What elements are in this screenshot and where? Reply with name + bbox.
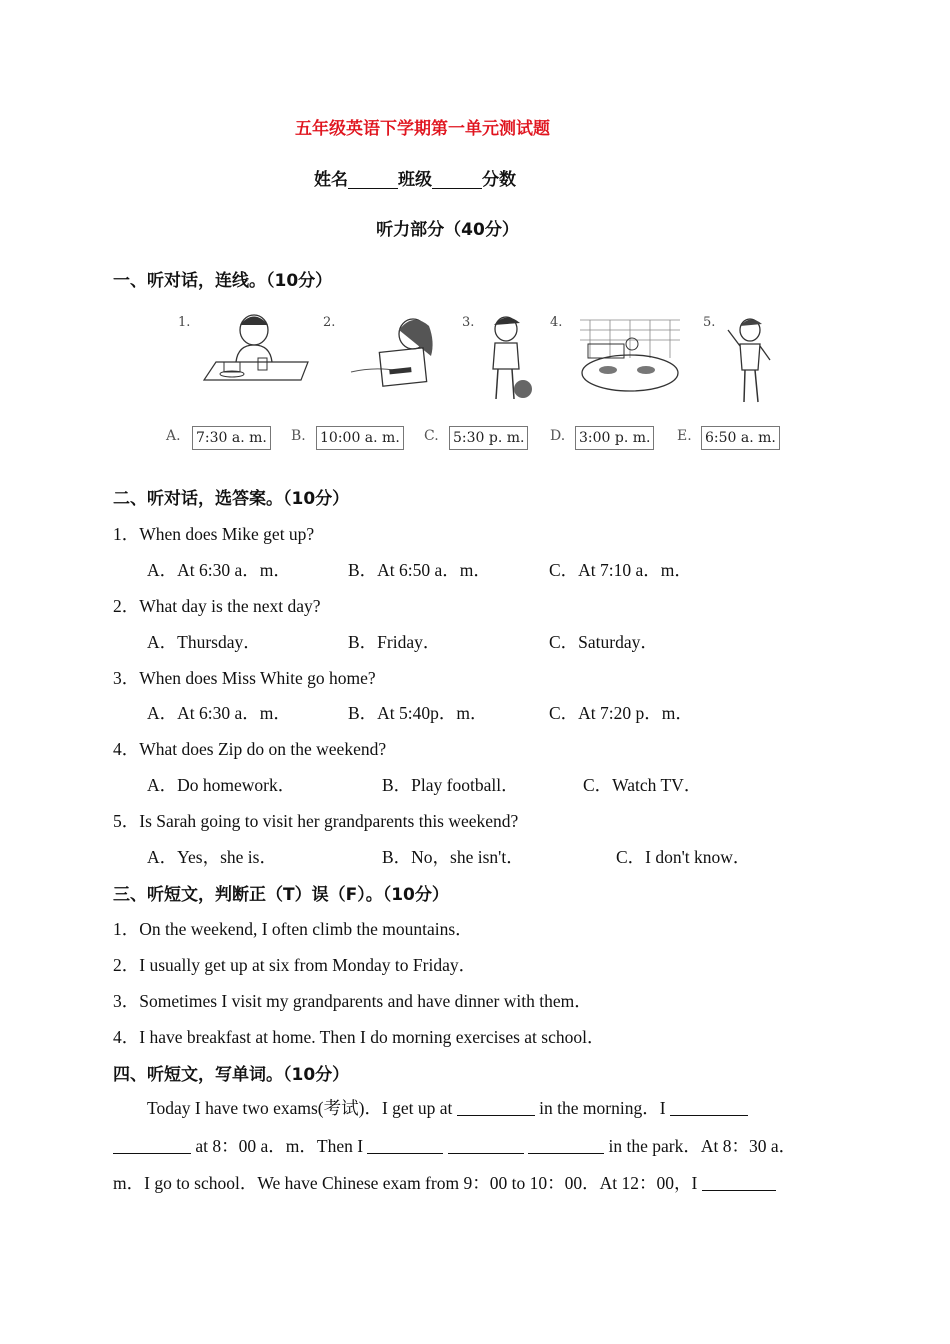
time-box: 3:00 p. m. — [575, 426, 654, 450]
option-b[interactable]: B．Friday． — [348, 632, 441, 652]
time-letter: D. — [550, 428, 566, 444]
answer-blank[interactable] — [670, 1099, 748, 1116]
passage-line-2 — [113, 1133, 796, 1158]
kitchen-dinner-icon — [570, 318, 685, 396]
picture-number: 1. — [178, 315, 191, 330]
question: 1．When does Mike get up? — [113, 524, 315, 544]
option-c[interactable]: C．At 7:10 a．m． — [549, 560, 692, 580]
option-b[interactable]: B．At 6:50 a．m． — [348, 560, 491, 580]
answer-blank[interactable] — [528, 1137, 604, 1154]
name-label: 姓名 — [314, 170, 348, 190]
option-a[interactable]: A．At 6:30 a．m． — [147, 560, 291, 580]
girl-reading-book-icon — [343, 312, 448, 392]
time-letter: E. — [677, 428, 692, 444]
part-heading: 听力部分（40分） — [376, 220, 519, 240]
option-a[interactable]: A．At 6:30 a．m． — [147, 703, 291, 723]
section3-heading: 三、听短文，判断正（T）误（F）。（10分） — [113, 885, 449, 905]
passage-line-3 — [113, 1170, 776, 1195]
option-b[interactable]: B．At 5:40p．m． — [348, 703, 488, 723]
answer-blank[interactable] — [448, 1137, 524, 1154]
question: 4．What does Zip do on the weekend? — [113, 739, 387, 759]
time-letter: C. — [424, 428, 439, 444]
boy-eating-breakfast-icon — [196, 310, 311, 385]
passage-line-1 — [147, 1095, 748, 1120]
passage-text: m．I go to school．We have Chinese exam from 9：00 to 10：00．At 12：00，I — [113, 1173, 698, 1193]
option-c[interactable]: C．Saturday． — [549, 632, 658, 652]
option-c[interactable]: C．Watch TV． — [583, 775, 702, 795]
score-label: 分数 — [482, 170, 516, 190]
option-c[interactable]: C．At 7:20 p．m． — [549, 703, 693, 723]
student-info-line — [0, 165, 830, 190]
picture-number: 4. — [550, 315, 563, 330]
picture-number: 5. — [703, 315, 716, 330]
passage-text: Today I have two exams(考试)．I get up at — [147, 1098, 453, 1118]
answer-blank[interactable] — [113, 1137, 191, 1154]
section4-heading: 四、听短文，写单词。（10分） — [113, 1065, 350, 1085]
passage-text: at 8：00 a．m．Then I — [195, 1136, 364, 1156]
answer-blank[interactable] — [367, 1137, 443, 1154]
time-box: 6:50 a. m. — [701, 426, 780, 450]
section2-heading: 二、听对话，选答案。（10分） — [113, 489, 350, 509]
option-b[interactable]: B．Play football． — [382, 775, 519, 795]
statement: 1．On the weekend, I often climb the mountains． — [113, 919, 473, 939]
statement: 4．I have breakfast at home. Then I do morning exercises at school． — [113, 1027, 605, 1047]
class-blank[interactable] — [432, 170, 482, 189]
time-letter: B. — [291, 428, 306, 444]
question: 3．When does Miss White go home? — [113, 668, 376, 688]
picture-number: 2. — [323, 315, 336, 330]
section1-heading: 一、听对话，连线。（10分） — [113, 271, 333, 291]
name-blank[interactable] — [348, 170, 398, 189]
question: 5．Is Sarah going to visit her grandparents this weekend? — [113, 811, 519, 831]
time-box: 10:00 a. m. — [316, 426, 404, 450]
time-box: 5:30 p. m. — [449, 426, 528, 450]
option-c[interactable]: C．I don't know． — [616, 847, 751, 867]
option-a[interactable]: A．Yes，she is． — [147, 847, 277, 867]
class-label: 班级 — [398, 170, 432, 190]
picture-number: 3. — [462, 315, 475, 330]
option-a[interactable]: A．Do homework． — [147, 775, 296, 795]
answer-blank[interactable] — [702, 1174, 776, 1191]
time-letter: A. — [166, 428, 181, 444]
statement: 2．I usually get up at six from Monday to Friday． — [113, 955, 477, 975]
page-title: 五年级英语下学期第一单元测试题 — [295, 119, 550, 139]
boy-with-ball-icon — [478, 313, 536, 405]
question: 2．What day is the next day? — [113, 596, 321, 616]
passage-text: in the park．At 8：30 a． — [608, 1136, 797, 1156]
passage-text: in the morning．I — [539, 1098, 666, 1118]
option-b[interactable]: B．No，she isn't． — [382, 847, 524, 867]
boy-exercising-icon — [720, 316, 775, 406]
answer-blank[interactable] — [457, 1099, 535, 1116]
statement: 3．Sometimes I visit my grandparents and have dinner with them． — [113, 991, 592, 1011]
time-box: 7:30 a. m. — [192, 426, 271, 450]
option-a[interactable]: A．Thursday． — [147, 632, 261, 652]
